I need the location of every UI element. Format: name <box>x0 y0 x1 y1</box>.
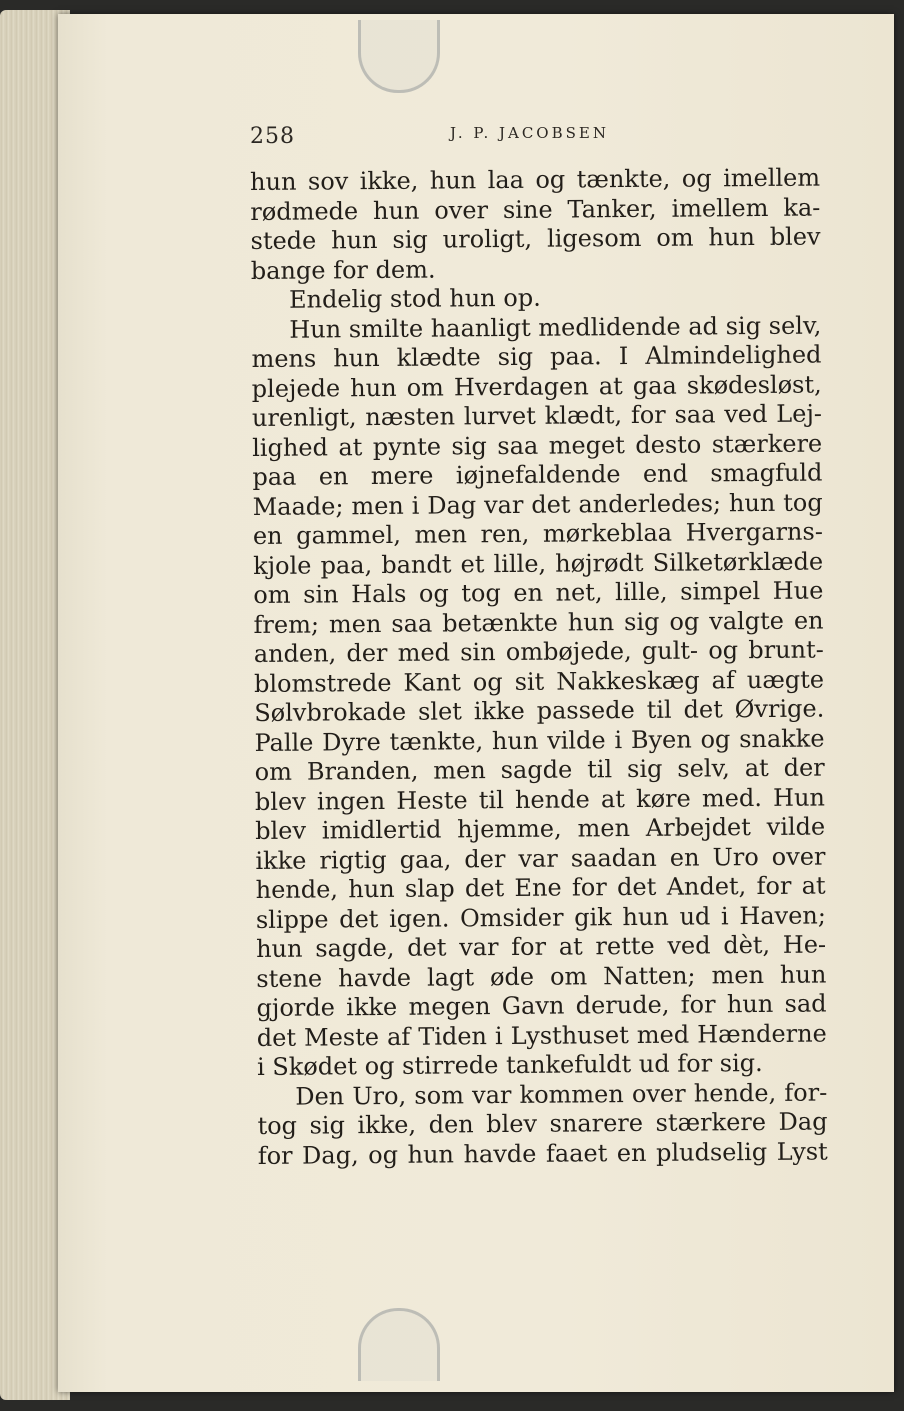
text-line: lighed at pynte sig saa meget desto stærkere <box>252 429 823 462</box>
text-line: Hun smilte haanligt medlidende ad sig selv, <box>289 311 822 344</box>
text-line: anden, der med sin ombøjede, gult- og brunt- <box>253 635 824 668</box>
text-line: Den Uro, som var kommen over hende, for- <box>295 1077 828 1111</box>
text-line: en gammel, men ren, mørkeblaa Hvergarns- <box>252 517 823 550</box>
text-line: om Branden, men sagde til sig selv, at der <box>254 753 825 786</box>
body-text <box>250 164 828 1171</box>
text-line: hende, hun slap det Ene for det Andet, for at <box>255 871 826 904</box>
text-line: plejede hun om Hverdagen at gaa skødesløst, <box>251 370 822 403</box>
page-header <box>250 120 820 156</box>
text-line: gjorde ikke megen Gavn derude, for hun sad <box>256 989 827 1022</box>
text-line: stene havde lagt øde om Natten; men hun <box>256 959 827 993</box>
text-line: urenligt, næsten lurvet klædt, for saa ved Lej- <box>251 399 823 432</box>
text-line: i Skødet og stirrede tankefuldt ud for sig. <box>256 1049 763 1081</box>
text-line: Palle Dyre tænkte, hun vilde i Byen og snakke <box>254 724 825 757</box>
text-line: Endelig stod hun op. <box>288 283 541 314</box>
text-line: mens hun klædte sig paa. I Almindelighed <box>251 340 822 373</box>
text-line: ikke rigtig gaa, der var saadan en Uro over <box>255 842 826 875</box>
text-line: det Meste af Tiden i Lysthuset med Hænderne <box>256 1018 827 1052</box>
text-line: rødmede hun over sine Tanker, imellem ka- <box>250 193 821 226</box>
text-line: kjole paa, bandt et lille, højrødt Silketørklæde <box>253 547 824 580</box>
text-line: blev imidlertid hjemme, men Arbejdet vilde <box>255 812 826 845</box>
text-line: om sin Hals og tog en net, lille, simpel Hue <box>253 576 824 609</box>
text-line: stede hun sig uroligt, ligesom om hun blev <box>250 222 821 255</box>
text-line: for Dag, og hun havde faaet en pludselig Lyst <box>257 1136 828 1170</box>
text-line: blev ingen Heste til hende at køre med. Hun <box>254 783 826 816</box>
text-line: bange for dem. <box>250 255 436 285</box>
text-line: hun sov ikke, hun laa og tænkte, og imellem <box>250 163 821 196</box>
text-line: slippe det igen. Omsider gik hun ud i Haven; <box>255 901 826 934</box>
text-line: hun sagde, det var for at rette ved dèt, He- <box>256 930 827 963</box>
text-line: paa en mere iøjnefaldende end smagfuld <box>252 458 823 491</box>
page-number: 258 <box>250 124 295 149</box>
text-line: blomstrede Kant og sit Nakkeskæg af uægte <box>253 665 825 698</box>
text-line: frem; men saa betænkte hun sig og valgte en <box>253 606 824 639</box>
text-line: Sølvbrokade slet ikke passede til det Øvrige. <box>254 694 825 727</box>
running-head: J. P. JACOBSEN <box>450 124 609 142</box>
page-clip-bottom <box>358 1308 440 1381</box>
text-line: Maade; men i Dag var det anderledes; hun tog <box>252 488 823 521</box>
text-line: tog sig ikke, den blev snarere stærkere Dag <box>257 1107 828 1140</box>
